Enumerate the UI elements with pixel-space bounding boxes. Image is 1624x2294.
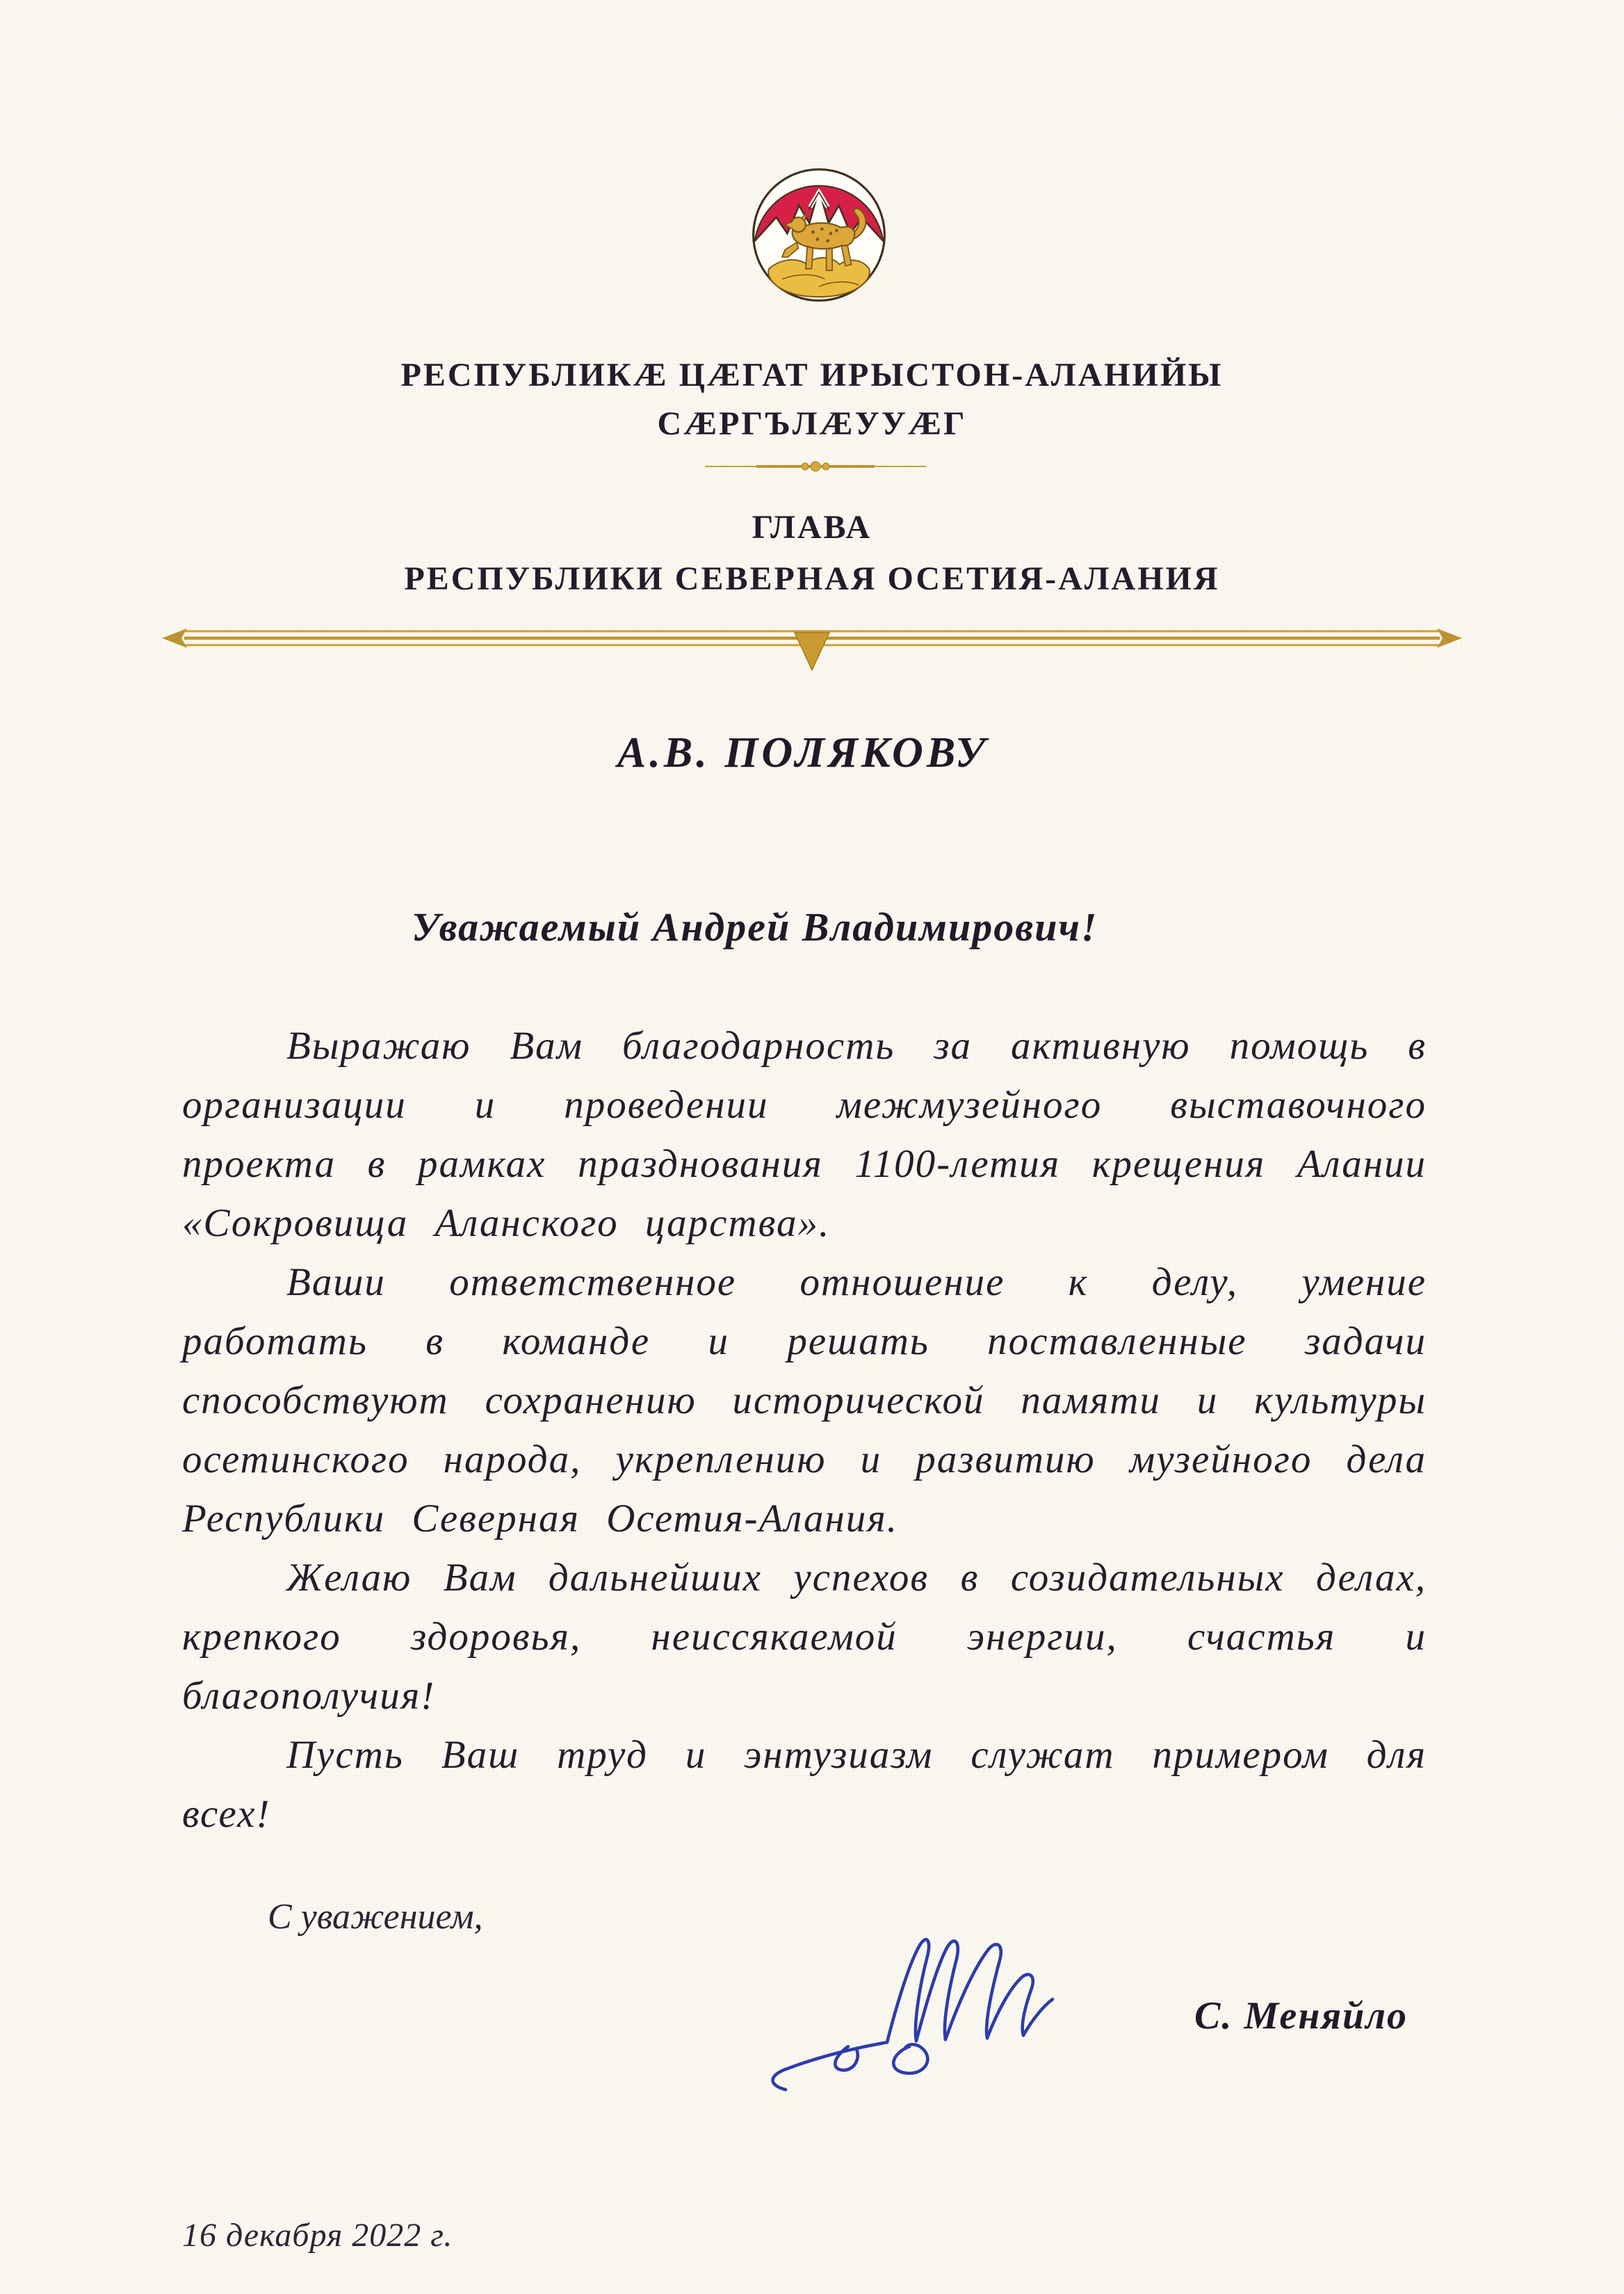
closing-line: С уважением, [268,1897,483,1937]
letterhead-russian-line2: РЕСПУБЛИКИ СЕВЕРНАЯ ОСЕТИЯ-АЛАНИЯ [404,560,1220,597]
salutation-line: Уважаемый Андрей Владимирович! [412,904,1098,950]
coat-of-arms-icon [745,161,893,309]
letterhead-ossetian-line2: СÆРГЪЛÆУУÆГ [657,405,967,442]
paragraph-2: Ваши ответственное отношение к делу, умение работать в команде и решать поставленные задачи способствуют сохранению исторической памяти и культуры осетинского народа, укреплению и развитию музейного дела Республики Северная Осетия-Алания. [182,1260,1427,1540]
letterhead-ossetian-line1: РЕСПУБЛИКÆ ЦÆГАТ ИРЫСТОН-АЛАНИЙЫ [400,357,1224,393]
letterhead-ossetian [0,351,1624,448]
paragraph-4: Пусть Ваш труд и энтузиазм служат примером для всех! [182,1733,1427,1836]
paragraph-1: Выражаю Вам благодарность за активную помощь в организации и проведении межмузейного выставочного проекта в рамках празднования 1100-летия крещения Алании «Сокровища Аланского царства». [182,1024,1427,1245]
letter-body [182,1016,1427,1844]
addressee-name: А.В. ПОЛЯКОВУ [617,729,989,776]
gold-ornament-small-icon [701,456,930,477]
letterhead-russian-line1: ГЛАВА [752,509,872,546]
letterhead-russian [0,502,1624,605]
signer-name: С. Меняйло [1194,1994,1408,2037]
letter-date: 16 декабря 2022 г. [182,2217,453,2254]
gold-divider-rule-icon [155,619,1469,674]
signature-autograph-icon [744,1910,1161,2098]
paragraph-3: Желаю Вам дальнейших успехов в созидательных делах, крепкого здоровья, неиссякаемой энергии, счастья и благополучия! [182,1556,1427,1718]
